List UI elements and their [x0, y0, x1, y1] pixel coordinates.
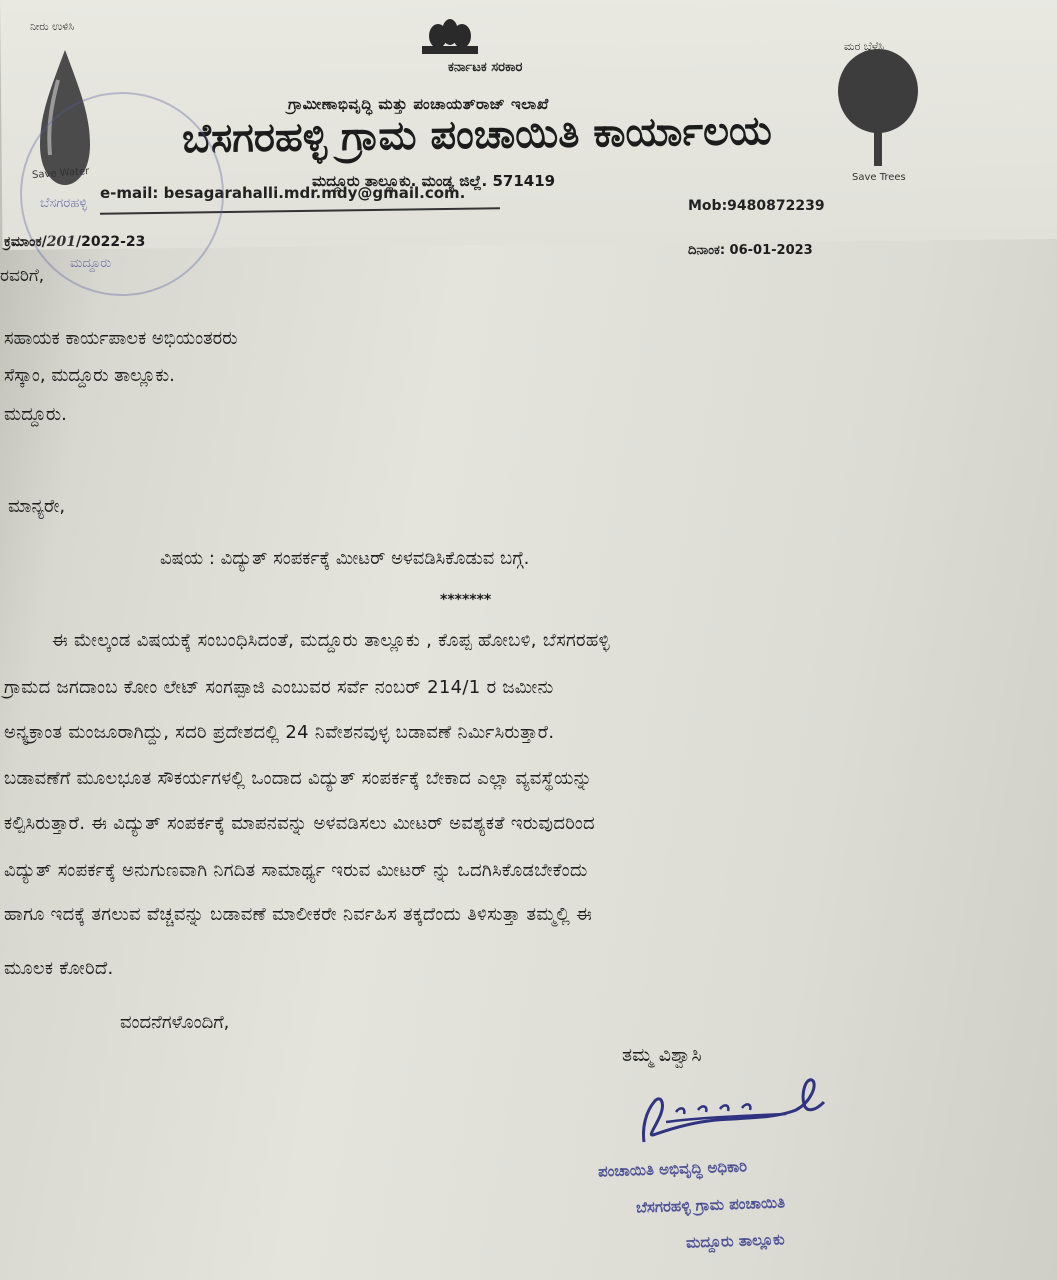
- body-line: ಕಲ್ಪಿಸಿರುತ್ತಾರೆ. ಈ ವಿದ್ಯುತ್ ಸಂಪರ್ಕಕ್ಕೆ ಮಾಪನವನ್ನು ಅಳವಡಿಸಲು ಮೀಟರ್ ಅವಶ್ಯಕತೆ ಇರುವುದರಿಂದ: [4, 813, 595, 834]
- recipient-line-2: ಸೆಸ್ಕಾಂ, ಮದ್ದೂರು ತಾಲ್ಲೂಕು.: [4, 365, 175, 386]
- body-line: ಅನ್ಯಕ್ರಾಂತ ಮಂಜೂರಾಗಿದ್ದು, ಸದರಿ ಪ್ರದೇಶದಲ್ಲಿ 24 ನಿವೇಶನವುಳ್ಳ ಬಡಾವಣೆ ನಿರ್ಮಿಸಿರುತ್ತಾರೆ.: [4, 722, 555, 743]
- recipient-line-1: ಸಹಾಯಕ ಕಾರ್ಯಪಾಲಕ ಅಭಿಯಂತರರು: [4, 328, 238, 349]
- body-line: ಗ್ರಾಮದ ಜಗದಾಂಬ ಕೋಂ ಲೇಟ್ ಸಂಗಪ್ಪಾಜಿ ಎಂಬುವರ ಸರ್ವೆ ನಂಬರ್ 214/1 ರ ಜಮೀನು: [4, 677, 554, 698]
- government-name: ಕರ್ನಾಟಕ ಸರಕಾರ: [448, 60, 523, 75]
- office-email: e-mail: besagarahalli.mdr.mdy@gmail.com.: [100, 184, 466, 202]
- government-emblem-icon: [410, 18, 490, 60]
- body-line: ಹಾಗೂ ಇದಕ್ಕೆ ತಗಲುವ ವೆಚ್ಚವನ್ನು ಬಡಾವಣೆ ಮಾಲೀಕರೇ ನಿರ್ವಹಿಸ ತಕ್ಕದೆಂದು ತಿಳಿಸುತ್ತಾ ತಮ್ಮಲ್ಲಿ ಈ: [4, 904, 593, 925]
- body-line: ವಿದ್ಯುತ್ ಸಂಪರ್ಕಕ್ಕೆ ಅನುಗುಣವಾಗಿ ನಿಗದಿತ ಸಾಮಾರ್ಥ್ಯ ಇರುವ ಮೀಟರ್ ನ್ನು ಒದಗಿಸಿಕೊಡಬೇಕೆಂದು: [4, 860, 588, 881]
- tree-logo-caption: ಮರ ಬೆಳೆಸಿ: [844, 40, 884, 53]
- body-line: ಈ ಮೇಲ್ಕಂಡ ವಿಷಯಕ್ಕೆ ಸಂಬಂಧಿಸಿದಂತೆ, ಮದ್ದೂರು ತಾಲ್ಲೂಕು , ಕೊಪ್ಪ ಹೋಬಳಿ, ಬೆಸಗರಹಳ್ಳಿ: [52, 630, 610, 651]
- reference-handwritten: 201: [46, 234, 76, 250]
- reference-year: /2022-23: [76, 234, 146, 250]
- tree-icon: [830, 36, 925, 186]
- office-title: ಬೆಸಗರಹಳ್ಳಿ ಗ್ರಾಮ ಪಂಚಾಯಿತಿ ಕಾರ್ಯಾಲಯ: [181, 107, 773, 163]
- office-seal: [20, 92, 224, 296]
- water-logo-caption: ನೀರು ಉಳಿಸಿ: [30, 20, 75, 33]
- tree-logo-label: Save Trees: [852, 172, 906, 183]
- seal-top-text: ಬೆಸಗರಹಳ್ಳಿ: [40, 196, 88, 211]
- yours-faithfully: ತಮ್ಮ ವಿಶ್ವಾಸಿ: [622, 1044, 702, 1066]
- recipient-line-3: ಮದ್ದೂರು.: [4, 404, 67, 425]
- reference-number: [4, 234, 145, 250]
- water-logo-label: Save Water: [31, 166, 90, 181]
- separator: *******: [440, 592, 492, 608]
- seal-bottom-text: ಮದ್ದೂರು: [70, 256, 112, 271]
- to-label: ರವರಿಗೆ,: [0, 266, 45, 286]
- signatory-designation: ಪಂಚಾಯಿತಿ ಅಭಿವೃದ್ಧಿ ಅಧಿಕಾರಿ: [597, 1157, 748, 1181]
- reference-prefix: ಕ್ರಮಾಂಕ/: [4, 234, 47, 250]
- signatory-office: ಬೆಸಗರಹಳ್ಳಿ ಗ್ರಾಮ ಪಂಚಾಯಿತಿ: [635, 1193, 786, 1217]
- office-address: ಮದ್ದೂರು ತಾಲ್ಲೂಕು. ಮಂಡ್ಯ ಜಿಲ್ಲೆ. 571419: [312, 172, 556, 190]
- office-mobile: Mob:9480872239: [688, 198, 825, 214]
- signatory-taluk: ಮದ್ದೂರು ತಾಲ್ಲೂಕು: [685, 1230, 785, 1252]
- body-line: ಬಡಾವಣೆಗೆ ಮೂಲಭೂತ ಸೌಕರ್ಯಗಳಲ್ಲಿ ಒಂದಾದ ವಿದ್ಯುತ್ ಸಂಪರ್ಕಕ್ಕೆ ಬೇಕಾದ ಎಲ್ಲಾ ವ್ಯವಸ್ಥೆಯನ್ನು: [4, 768, 593, 789]
- department-name: ಗ್ರಾಮೀಣಾಭಿವೃದ್ಧಿ ಮತ್ತು ಪಂಚಾಯತ್‌ರಾಜ್ ಇಲಾಖೆ: [288, 95, 549, 113]
- subject-line: ವಿಷಯ : ವಿದ್ಯುತ್ ಸಂಪರ್ಕಕ್ಕೆ ಮೀಟರ್ ಅಳವಡಿಸಿಕೊಡುವ ಬಗ್ಗೆ.: [160, 548, 530, 569]
- closing: ವಂದನೆಗಳೊಂದಿಗೆ,: [120, 1012, 230, 1033]
- body-line: ಮೂಲಕ ಕೋರಿದೆ.: [4, 958, 114, 979]
- salutation: ಮಾನ್ಯರೇ,: [8, 496, 66, 517]
- letter-date: ದಿನಾಂಕ: 06-01-2023: [688, 243, 813, 258]
- handwritten-signature: [636, 1072, 836, 1152]
